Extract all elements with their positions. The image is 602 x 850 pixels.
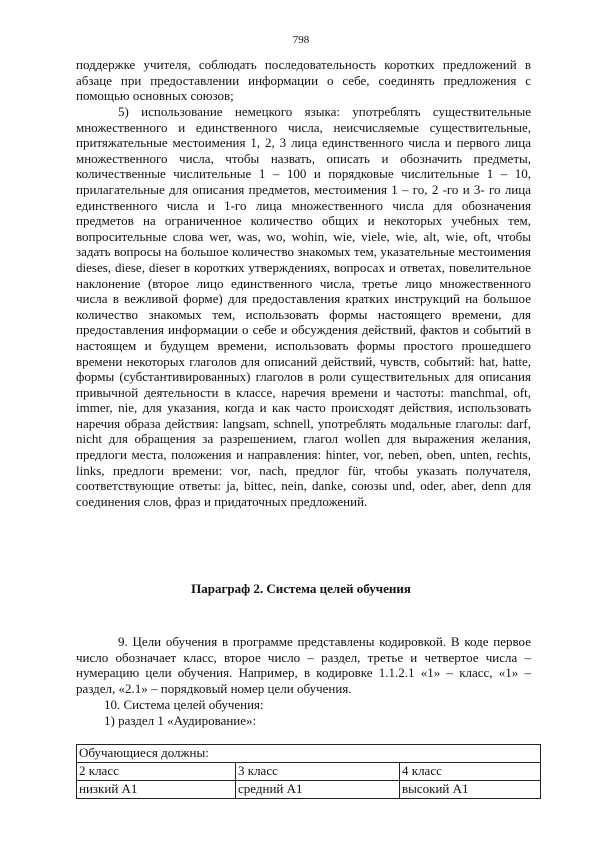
- subsection-1-label: 1) раздел 1 «Аудирование»:: [104, 713, 257, 728]
- table-cell: низкий A1: [77, 781, 236, 799]
- paragraph-10: 10. Система целей обучения:: [104, 697, 264, 712]
- table-row-classes: [77, 763, 541, 781]
- table-cell: 3 класс: [236, 763, 400, 781]
- paragraph-9: 9. Цели обучения в программе представлены кодировкой. В коде первое число обозначает класс, второе число – раздел, третье и четвертое числа – нумерацию цели обучения. Например, в кодировке 1.1.2.1 «1» – класс, «1» – раздел, «2.1» – порядковый номер цели обучения.: [76, 634, 531, 696]
- section-heading: Параграф 2. Система целей обучения: [191, 581, 411, 596]
- table-cell: средний A1: [236, 781, 400, 799]
- table-cell: 2 класс: [77, 763, 236, 781]
- table-header-cell: Обучающиеся должны:: [77, 745, 541, 763]
- table-cell: 4 класс: [400, 763, 541, 781]
- page-number: 798: [292, 34, 310, 46]
- table-header-row: [77, 745, 541, 763]
- paragraph-continuation: поддержке учителя, соблюдать последовательность коротких предложений в абзаце при предоставлении информации о себе, соединять предложения с помощью основных союзов;: [76, 57, 531, 104]
- goals-table: [76, 744, 541, 799]
- table-row-levels: [77, 781, 541, 799]
- paragraph-5: 5) использование немецкого языка: употреблять существительные множественного и единственного числа, неисчисляемые существительные, притяжательные местоимения 1, 2, 3 лица единственного числа и первого лица множественного числа, чтобы назвать, описать и обозначить предметы, количественные числительные 1 – 100 и порядковые числительные 1 – 10, прилагательные для описания предметов, местоимения 1 – го, 2 -го и 3- го лица единственного числа и 1-го лица множественного числа для обозначения предметов на ограниченное количество общих и некоторых учебных тем, вопросительные слова wer, was, wo, wohin, wie, viele, wie, alt, wie, oft, чтобы задать вопросы на большое количество знакомых тем, указательные местоимения dieses, diese, dieser в коротких утверждениях, вопросах и ответах, повелительное наклонение (второе лицо единственного числа, третье лицо множественного числа в вежливой форме) для предоставления кратких инструкций на большое количество знакомых тем, использовать формы настоящего времени, для предоставления информации о себе и обсуждения действий, фактов и событий в настоящем и будущем времени, использовать формы простого прошедшего времени некоторых глаголов для описаний действий, чувств, событий: hat, hatte, формы (субстантивированных) глаголов в роли существительных для описания привычной деятельности в классе, наречия времени и частоты: manchmal, oft, immer, nie, для указания, когда и как часто происходят действия, использовать наречия образа действия: langsam, schnell, употреблять модальные глаголы: darf, nicht для обращения за разрешением, глагол wollen для выражения желания, предлоги места, положения и направления: hinter, vor, neben, oben, unten, rechts, links, предлоги времени: vor, nach, предлог für, чтобы указать получателя, соответствующие ответы: ja, bittec, nein, danke, союзы und, oder, aber, denn для соединения слов, фраз и придаточных предложений.: [76, 104, 531, 509]
- table-cell: высокий A1: [400, 781, 541, 799]
